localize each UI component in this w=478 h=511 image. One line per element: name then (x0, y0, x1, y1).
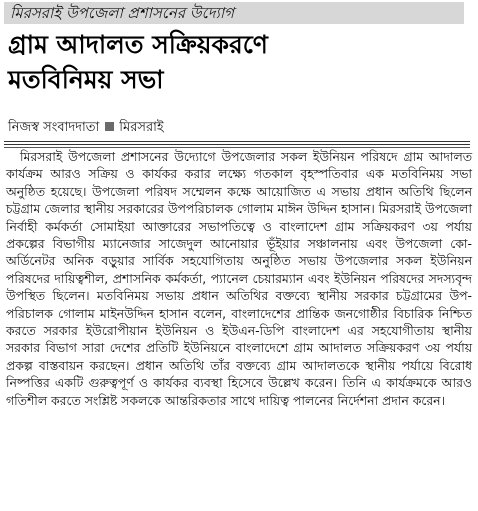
byline-location: মিরসরাই (119, 120, 164, 135)
byline-author: নিজস্ব সংবাদদাতা (8, 120, 100, 135)
article-paragraph: মিরসরাই উপজেলা প্রশাসনের উদ্যোগে উপজেলার সকল ইউনিয়ন পরিষদে গ্রাম আদালত কার্যক্রম আরও সক্রিয় ও কার্যকর করার লক্ষ্যে গতকাল বৃহস্পতিবার এক মতবিনিময় সভা অনুষ্ঠিত হয়েছে। উপজেলা পরিষদ সম্মেলন কক্ষে আয়োজিত এ সভায় প্রধান অতিথি ছিলেন চট্টগ্রাম জেলার স্থানীয় সরকারের উপপরিচালক গোলাম মাঈন উদ্দিন হাসান। মিরসরাই উপজেলা নির্বাহী কর্মকর্তা সোমাইয়া আক্তারের সভাপতিত্বে ও বাংলাদেশ গ্রাম সক্রিয়করণ ৩য় পর্যায় প্রকল্পের বিভাগীয় ম্যানেজার সাজেদুল আনোয়ার ভূঁইয়ার সঞ্চালনায় এবং উপজেলা কো-অর্ডিনেটর অনিক বড়ুয়ার সার্বিক সহযোগিতায় অনুষ্ঠিত সভায় উপজেলার সকল ইউনিয়ন পরিষদের দায়িত্বশীল, প্রশাসনিক কর্মকর্তা, প্যানেল চেয়ারম্যান এবং ইউনিয়ন পরিষদের সদস্যবৃন্দ উপস্থিত ছিলেন। মতবিনিময় সভায় প্রধান অতিথির বক্তব্যে স্থানীয় সরকার চট্টগ্রামের উপ-পরিচালক গোলাম মাইনউদ্দিন হাসান বলেন, বাংলাদেশের প্রান্তিক জনগোষ্ঠীর বিচারিক নিশ্চিত করতে সরকার ইউরোপীয়ান ইউনিয়ন ও ইউএন-ডিপি বাংলাদেশ এর সহযোগীতায় স্থানীয় সরকার বিভাগ সারা দেশের প্রতিটি ইউনিয়নে বাংলাদেশে গ্রাম আদালত সক্রিয়করণ ৩য় পর্যায় প্রকল্প বাস্তবায়ন করছেন। প্রধান অতিথি তাঁর বক্তব্যে গ্রাম আদালতকে স্থানীয় পর্যায়ে বিরোধ নিষ্পত্তির একটি গুরুত্বপূর্ণ ও কার্যকর ব্যবস্থা হিসেবে উল্লেখ করেন। তিনি এ কার্যক্রমকে আরও গতিশীল করতে সংশ্লিষ্ট সকলকে আন্তরিকতার সাথে দায়িত্ব পালনের নির্দেশনা প্রদান করেন। (6, 149, 472, 408)
kicker-text: মিরসরাই উপজেলা প্রশাসনের উদ্যোগ (10, 4, 235, 22)
byline (8, 119, 164, 137)
headline-line-1: গ্রাম আদালত সক্রিয়করণে (8, 30, 268, 59)
headline-line-2: মতবিনিময় সভা (8, 65, 164, 94)
double-rule (4, 141, 470, 145)
article-body (6, 148, 472, 409)
byline-separator-square (105, 122, 114, 131)
